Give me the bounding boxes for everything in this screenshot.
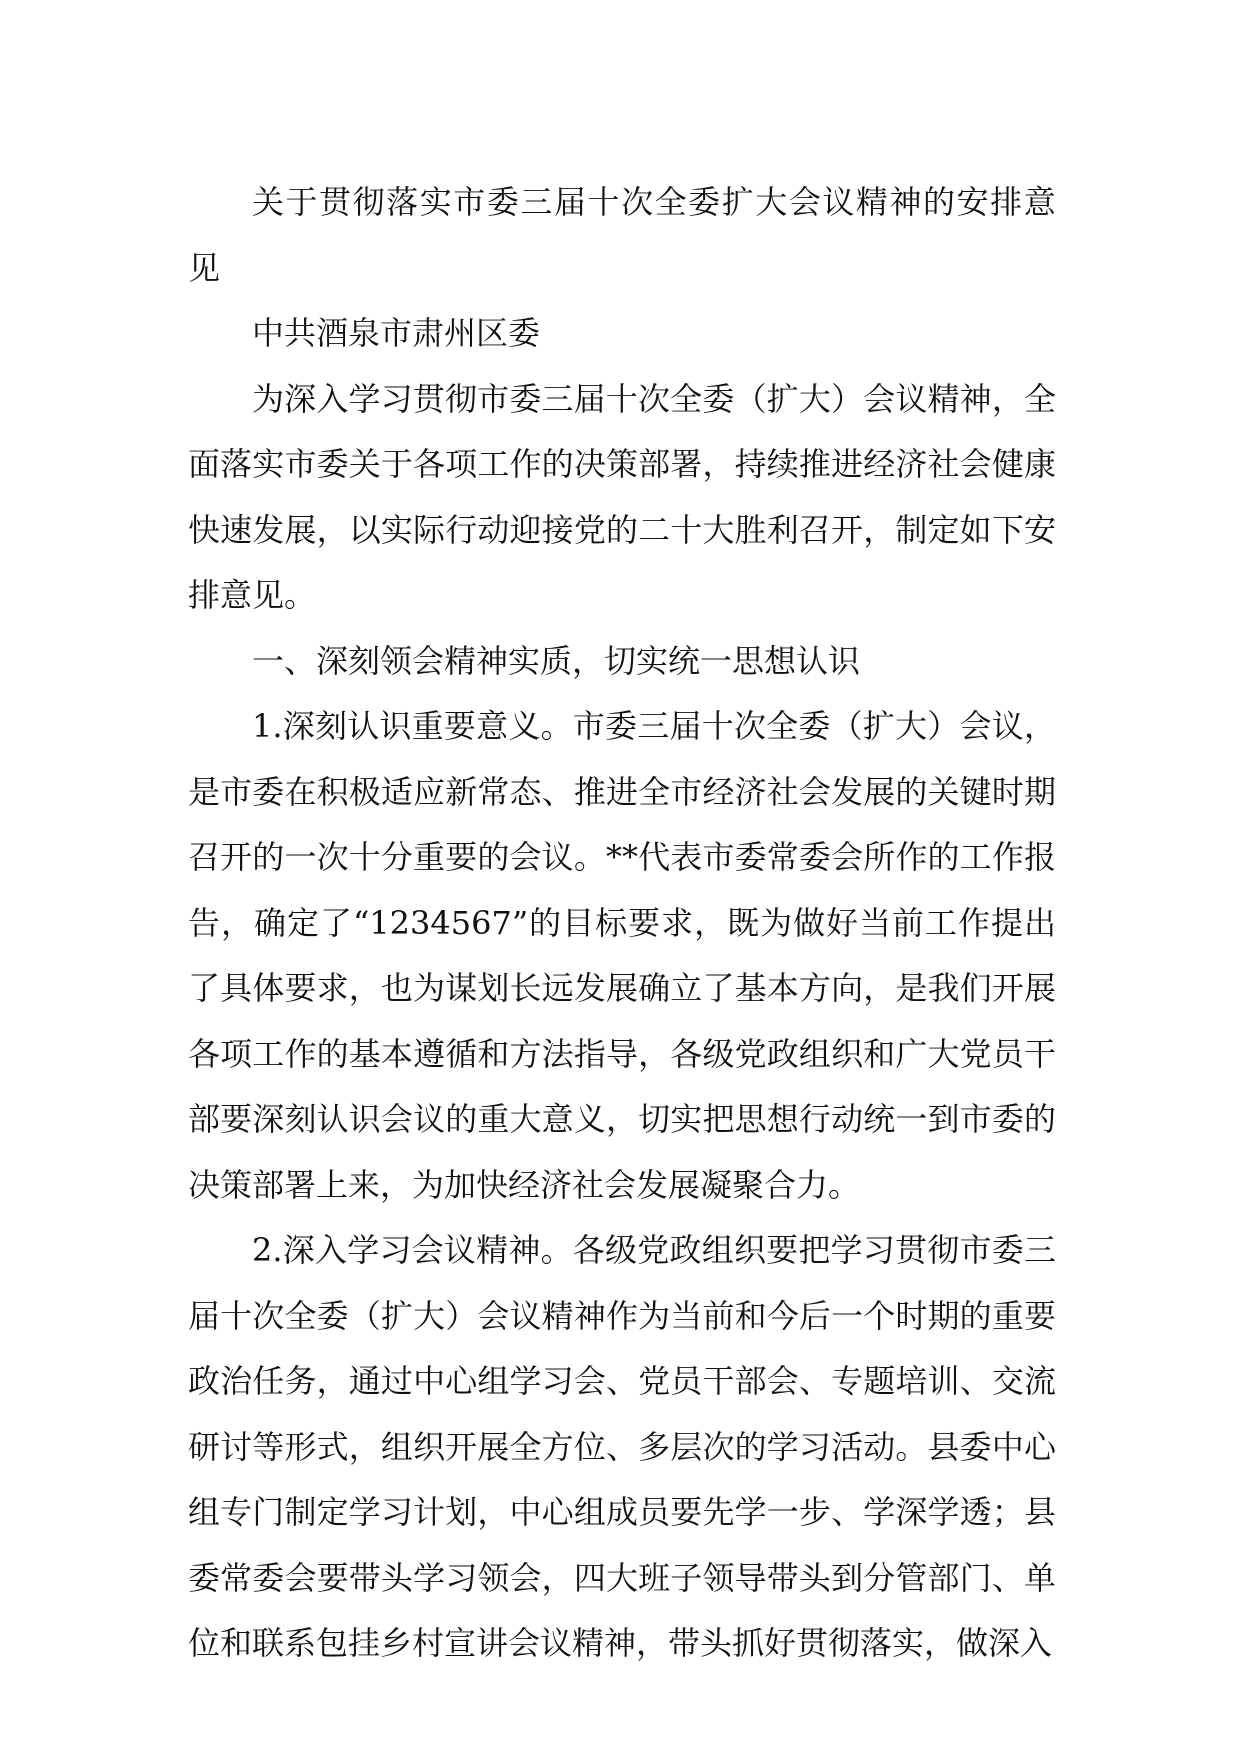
body-paragraph-2: 2.深入学习会议精神。各级党政组织要把学习贯彻市委三届十次全委（扩大）会议精神作为当前和今后一个时期的重要政治任务，通过中心组学习会、党员干部会、专题培训、交流研讨等形式，组织开展全方位、多层次的学习活动。县委中心组专门制定学习计划，中心组成员要先学一步、学深学透；县委常委会要带头学习领会，四大班子领导带头到分管部门、单位和联系包挂乡村宣讲会议精神，带头抓好贯彻落实，做深入 xyxy=(188,1231,1056,1662)
document-title: 关于贯彻落实市委三届十次全委扩大会议精神的安排意见 xyxy=(188,183,1056,287)
intro-paragraph: 为深入学习贯彻市委三届十次全委（扩大）会议精神，全面落实市委关于各项工作的决策部署，持续推进经济社会健康快速发展，以实际行动迎接党的二十大胜利召开，制定如下安排意见。 xyxy=(188,379,1056,614)
body-paragraph-1: 1.深刻认识重要意义。市委三届十次全委（扩大）会议，是市委在积极适应新常态、推进全市经济社会发展的关键时期召开的一次十分重要的会议。**代表市委常委会所作的工作报告，确定了“1234567”的目标要求，既为做好当前工作提出了具体要求，也为谋划长远发展确立了基本方向，是我们开展各项工作的基本遵循和方法指导，各级党政组织和广大党员干部要深刻认识会议的重大意义，切实把思想行动统一到市委的决策部署上来，为加快经济社会发展凝聚合力。 xyxy=(188,707,1056,1204)
document-page xyxy=(188,170,1056,1677)
section-heading: 一、深刻领会精神实质，切实统一思想认识 xyxy=(252,641,861,680)
document-author: 中共酒泉市肃州区委 xyxy=(252,314,541,352)
